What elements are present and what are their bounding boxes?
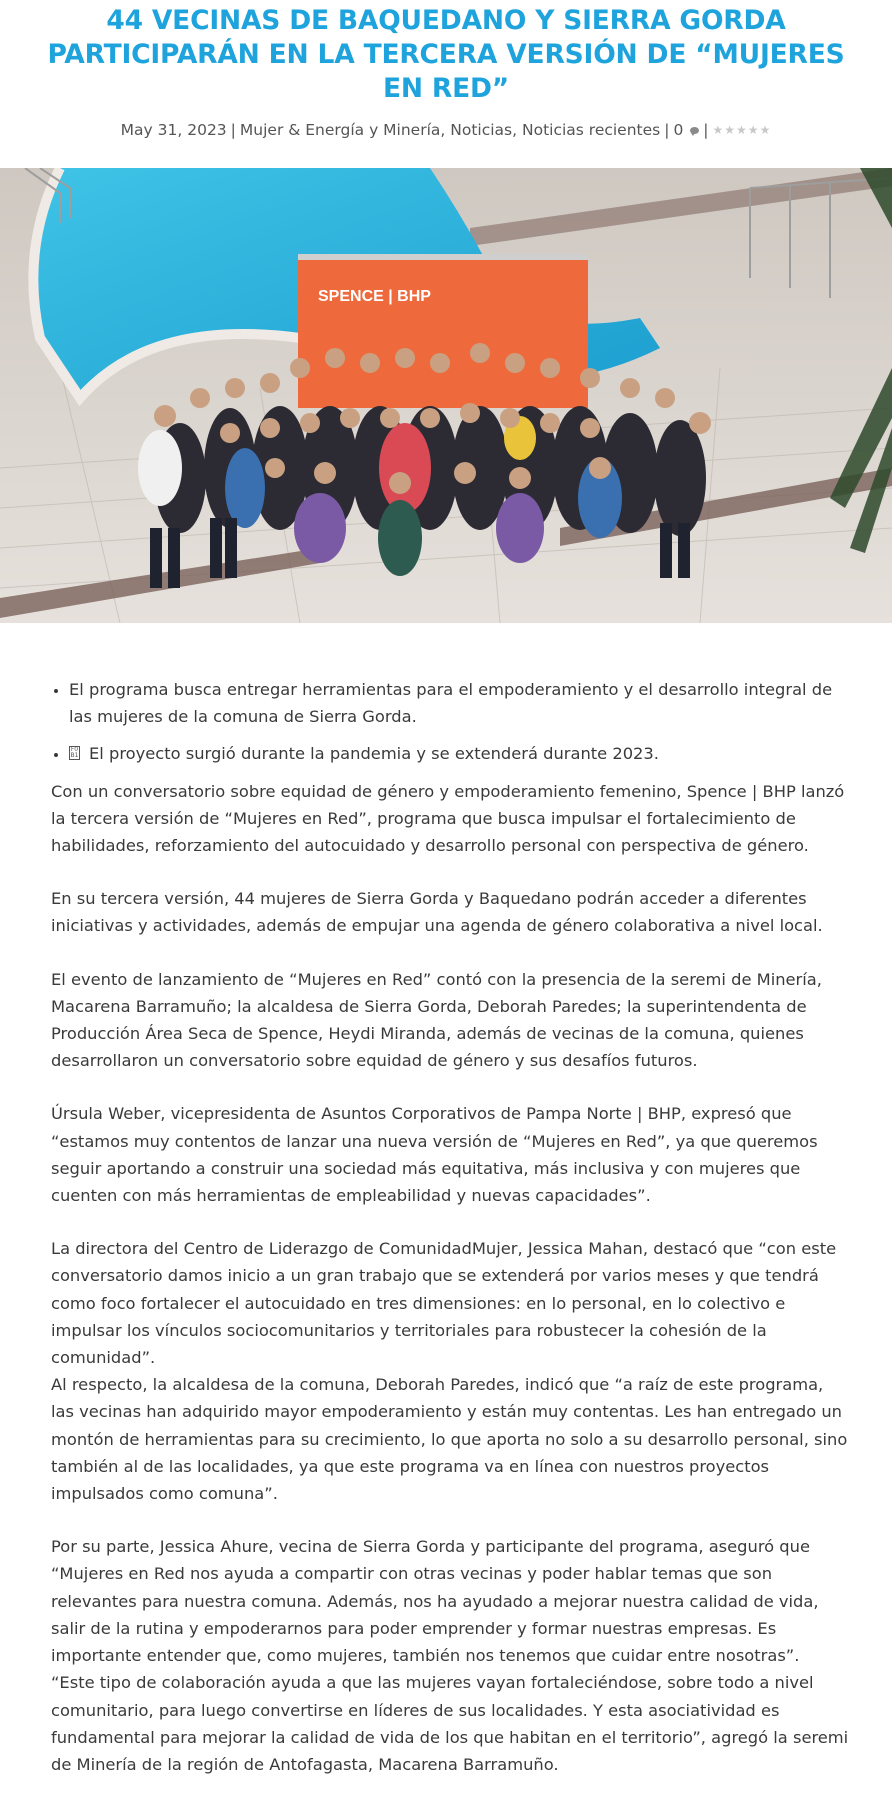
paragraph: Con un conversatorio sobre equidad de género y empoderamiento femenino, Spence | BHP lanzó la tercera versión de “Mujeres en Red”, programa que busca impulsar el fortalecimiento de habilidades, reforzamiento del autocuidado y desarrollo personal con perspectiva de género. xyxy=(51,781,845,856)
bullet-text: El proyecto surgió durante la pandemia y se extenderá durante 2023. xyxy=(89,744,659,764)
missing-glyph-icon: F0 B1 xyxy=(70,746,79,760)
article-title: 44 VECINAS DE BAQUEDANO Y SIERRA GORDA PARTICIPARÁN EN LA TERCERA VERSIÓN DE “MUJERES EN RED” xyxy=(47,5,845,104)
summary-bullets xyxy=(51,676,851,768)
post-date: May 31, 2023 xyxy=(120,121,227,139)
category-link-noticias[interactable]: Noticias xyxy=(450,121,513,139)
paragraph: Al respecto, la alcaldesa de la comuna, Deborah Paredes, indicó que “a raíz de este programa, las vecinas han adquirido mayor empoderamiento y están muy contentas. Les han entregado un montón de herramientas para su crecimiento, lo que aporta no solo a su desarrollo personal, sino también al de las localidades, ya que este programa va en línea con nuestros proyectos impulsados como comuna”. xyxy=(51,1375,848,1504)
list-item xyxy=(69,740,851,767)
article-body xyxy=(51,676,851,1804)
banner-text: SPENCE | BHP xyxy=(318,288,431,305)
comment-count: 0 xyxy=(673,121,684,139)
rating-stars-icon: ★★★★★ xyxy=(712,123,772,137)
paragraph: Por su parte, Jessica Ahure, vecina de Sierra Gorda y participante del programa, aseguró que “Mujeres en Red nos ayuda a compartir con otras vecinas y poder hablar temas que son relevantes para nuestra comuna. Además, nos ha ayudado a mejorar nuestra calidad de vida, salir de la rutina y empoderarnos para poder emprender y formar nuestras empresas. Es importante entender que, como mujeres, también nos tenemos que cuidar entre nosotras”. xyxy=(51,1537,819,1666)
post-meta: May 31, 2023 | Mujer & Energía y Minería, Noticias, Noticias recientes | 0 | ★★★★★ xyxy=(120,121,772,139)
paragraph: El evento de lanzamiento de “Mujeres en Red” contó con la presencia de la seremi de Minería, Macarena Barramuño; la alcaldesa de Sierra Gorda, Deborah Paredes; la superintendenta de Producción Área Seca de Spence, Heydi Miranda, además de vecinas de la comuna, quienes desarrollaron un conversatorio sobre equidad de género y sus desafíos futuros. xyxy=(51,969,822,1071)
category-link-noticias-recientes[interactable]: Noticias recientes xyxy=(522,121,661,139)
category-link-mujer-energia[interactable]: Mujer & Energía y Minería xyxy=(239,121,441,139)
bullet-text: El programa busca entregar herramientas para el empoderamiento y el desarrollo integral de las mujeres de la comuna de Sierra Gorda. xyxy=(69,680,833,727)
list-item xyxy=(69,676,851,730)
paragraph: Úrsula Weber, vicepresidenta de Asuntos Corporativos de Pampa Norte | BHP, expresó que “estamos muy contentos de lanzar una nueva versión de “Mujeres en Red”, ya que queremos seguir aportando a construir una sociedad más equitativa, más inclusiva y con mujeres que cuenten con más herramientas de empleabilidad y nuevas capacidades”. xyxy=(51,1104,818,1206)
paragraph: La directora del Centro de Liderazgo de ComunidadMujer, Jessica Mahan, destacó que “con este conversatorio damos inicio a un gran trabajo que se extenderá por varios meses y que tendrá como foco fortalecer el autocuidado en tres dimensiones: en lo personal, en lo colectivo e impulsar los vínculos sociocomunitarios y territoriales para robustecer la cohesión de la comunidad”. xyxy=(51,1239,837,1368)
paragraph: En su tercera versión, 44 mujeres de Sierra Gorda y Baquedano podrán acceder a diferentes iniciativas y actividades, además de empujar una agenda de género colaborativa a nivel local. xyxy=(51,889,823,936)
group-photo-pool xyxy=(0,168,892,623)
comments-link[interactable] xyxy=(673,121,699,139)
paragraph: “Este tipo de colaboración ayuda a que las mujeres vayan fortaleciéndose, sobre todo a nivel comunitario, para luego convertirse en líderes de sus localidades. Y esta asociatividad es fundamental para mejorar la calidad de vida de los que habitan en el territorio”, agregó la seremi de Minería de la región de Antofagasta, Macarena Barramuño. xyxy=(51,1673,849,1774)
featured-image xyxy=(0,168,892,623)
comment-bubble-icon xyxy=(690,127,699,134)
